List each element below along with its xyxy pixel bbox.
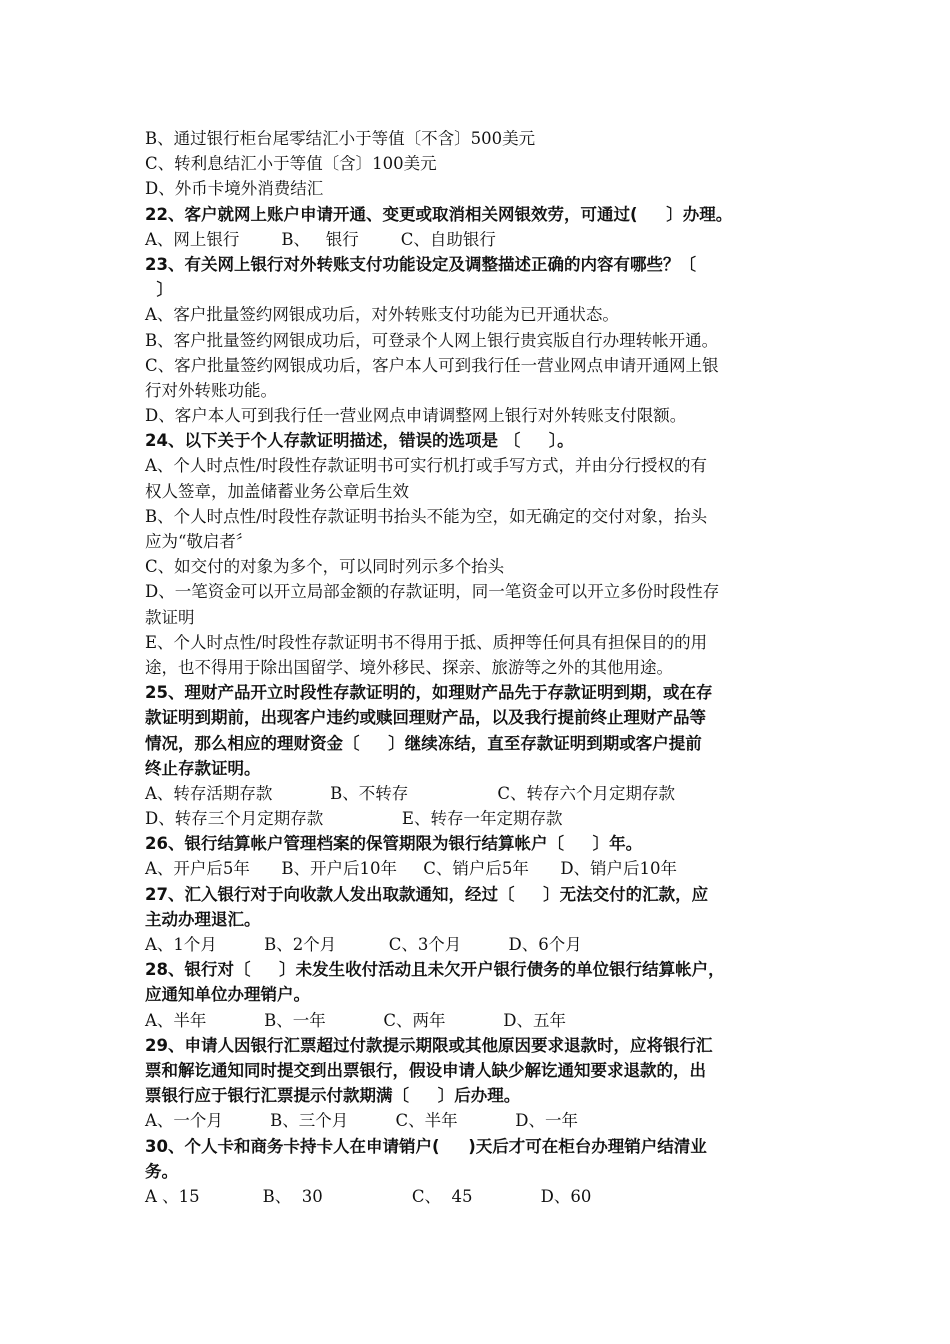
option-line: 款证明 — [145, 607, 195, 627]
option-line: A、一个月 B、三个月 C、半年 D、一年 — [145, 1111, 578, 1131]
question-line: 票和解讫通知同时提交到出票银行，假设申请人缺少解讫通知要求退款的，出 — [145, 1060, 706, 1080]
question-line: 26、银行结算帐户管理档案的保管期限为银行结算帐户〔 〕年。 — [145, 834, 643, 854]
option-line: B、通过银行柜台尾零结汇小于等值〔不含〕500美元 — [145, 129, 536, 148]
question-text-block — [145, 126, 825, 1209]
question-line: 情况，那么相应的理财资金〔 〕继续冻结，直至存款证明到期或客户提前 — [145, 733, 702, 753]
option-line: A、1个月 B、2个月 C、3个月 D、6个月 — [145, 935, 582, 954]
option-line: E、个人时点性/时段性存款证明书不得用于抵、质押等任何具有担保目的的用 — [145, 632, 708, 652]
option-line: A、客户批量签约网银成功后，对外转账支付功能为已开通状态。 — [145, 305, 619, 325]
option-line: D、外币卡境外消费结汇 — [145, 179, 324, 199]
option-line: A、转存活期存款 B、不转存 C、转存六个月定期存款 — [145, 783, 676, 803]
option-line: B、个人时点性/时段性存款证明书抬头不能为空，如无确定的交付对象，抬头 — [145, 506, 708, 526]
question-line: 款证明到期前，出现客户违约或赎回理财产品，以及我行提前终止理财产品等 — [145, 708, 706, 728]
option-line: 途，也不得用于除出国留学、境外移民、探亲、旅游等之外的其他用途。 — [145, 657, 673, 677]
question-line: 票银行应于银行汇票提示付款期满〔 〕后办理。 — [145, 1086, 521, 1106]
question-line: 27、汇入银行对于向收款人发出取款通知，经过〔 〕无法交付的汇款，应 — [145, 884, 709, 904]
question-line: 23、有关网上银行对外转账支付功能设定及调整描述正确的内容有哪些？〔 — [145, 254, 696, 274]
option-line: A、个人时点性/时段性存款证明书可实行机打或手写方式，并由分行授权的有 — [145, 456, 707, 476]
option-line: D、客户本人可到我行任一营业网点申请调整网上银行对外转账支付限额。 — [145, 406, 687, 426]
question-line: 主动办理退汇。 — [145, 909, 261, 929]
option-line: 行对外转账功能。 — [145, 380, 277, 400]
question-line: 终止存款证明。 — [145, 758, 261, 778]
option-line: A、网上银行 B、 银行 C、自助银行 — [145, 229, 496, 249]
question-line: 29、申请人因银行汇票超过付款提示期限或其他原因要求退款时，应将银行汇 — [145, 1035, 713, 1055]
question-line: 〕 — [145, 280, 173, 300]
question-line: 28、银行对〔 〕未发生收付活动且未欠开户银行债务的单位银行结算帐户， — [145, 960, 725, 980]
option-line: C、如交付的对象为多个，可以同时列示多个抬头 — [145, 557, 505, 577]
option-line: 应为“敬启者〞 — [145, 532, 253, 551]
option-line: A 、15 B、 30 C、 45 D、60 — [145, 1186, 592, 1206]
question-line: 24、以下关于个人存款证明描述，错误的选项是 〔 〕。 — [145, 431, 574, 451]
option-line: B、客户批量签约网银成功后，可登录个人网上银行贵宾版自行办理转帐开通。 — [145, 330, 719, 350]
option-line: A、半年 B、一年 C、两年 D、五年 — [145, 1010, 566, 1030]
option-line: D、转存三个月定期存款 E、转存一年定期存款 — [145, 809, 563, 829]
option-line: C、转利息结汇小于等值〔含〕100美元 — [145, 154, 437, 174]
option-line: D、一笔资金可以开立局部金额的存款证明，同一笔资金可以开立多份时段性存 — [145, 582, 720, 602]
question-line: 务。 — [145, 1161, 178, 1181]
question-line: 应通知单位办理销户。 — [145, 985, 310, 1005]
option-line: 权人签章，加盖储蓄业务公章后生效 — [145, 481, 409, 501]
option-line: A、开户后5年 B、开户后10年 C、销户后5年 D、销户后10年 — [145, 859, 678, 879]
question-line: 30、个人卡和商务卡持卡人在申请销户( )天后才可在柜台办理销户结清业 — [145, 1136, 707, 1156]
option-line: C、客户批量签约网银成功后，客户本人可到我行任一营业网点申请开通网上银 — [145, 355, 719, 375]
question-line: 22、客户就网上账户申请开通、变更或取消相关网银效劳，可通过( 〕办理。 — [145, 204, 733, 224]
question-line: 25、理财产品开立时段性存款证明的，如理财产品先于存款证明到期，或在存 — [145, 683, 713, 703]
